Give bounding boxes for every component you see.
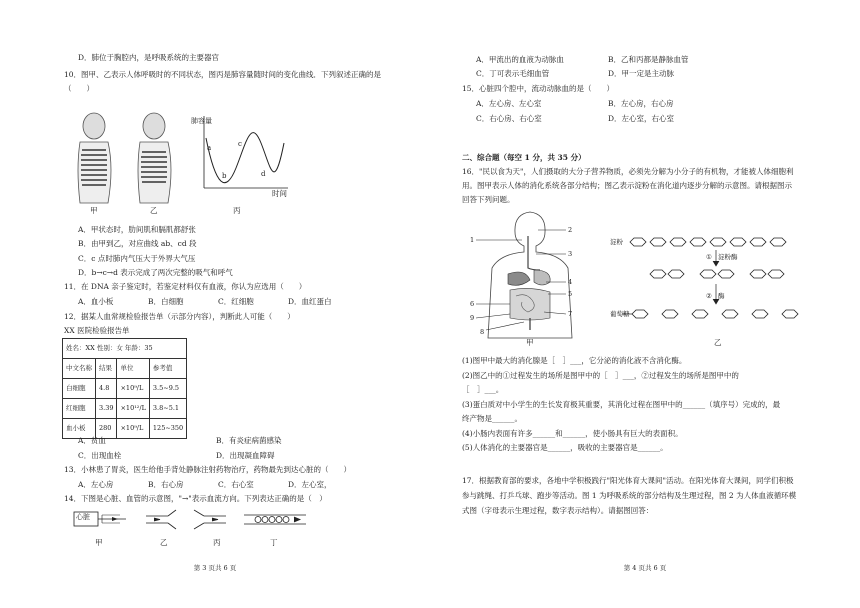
q12-option-d: D．出现凝血障碍 — [216, 451, 275, 460]
label-jia: 甲 — [90, 206, 98, 215]
starch-label: 淀粉 — [610, 238, 623, 246]
table-cell: 3.5~9.5 — [149, 379, 186, 399]
q12-stem: 12．据某人血常规检验报告单（示部分内容），判断此人可能（ ） — [64, 312, 295, 321]
q13-option-a: A．左心房 — [78, 480, 114, 489]
q11-option-c: C．红细胞 — [218, 297, 254, 306]
q17-line-3: 式图（字母表示生理过程，数字表示结构）。请据图回答： — [462, 506, 654, 515]
circle-1: ① — [706, 253, 712, 261]
num-5: 5 — [568, 290, 573, 298]
q10-option-d: D．b→c→d 表示完成了两次完整的吸气和呼气 — [78, 268, 233, 277]
num-9: 9 — [470, 314, 475, 322]
q14-option-a: A．甲流出的血液为动脉血 — [476, 55, 564, 64]
liver-shape — [508, 272, 530, 285]
intestine-shape — [510, 288, 550, 320]
q13-stem: 13．小林患了胃炎，医生给他手背处静脉注射药物治疗，药物最先到达心脏的（ ） — [64, 465, 352, 474]
starch-digestion-figure — [610, 228, 820, 324]
table-row — [63, 399, 187, 419]
table-row — [63, 379, 187, 399]
q16-line-2: 用。图甲表示人体的消化系统各部分结构；图乙表示淀粉在消化道内逐步分解的示意图。请根据图示 — [462, 181, 792, 190]
q15-option-c: C．右心房、右心室 — [476, 114, 542, 123]
q14-option-c: C．丁可表示毛细血管 — [476, 69, 550, 78]
q10-option-a: A．甲状态时，肋间肌和膈肌都舒张 — [78, 225, 196, 234]
label-jia: 甲 — [526, 338, 534, 347]
q14-vessels-figure — [70, 506, 320, 534]
table-cell: 280 — [96, 419, 117, 439]
q15-option-a: A．左心房、左心室 — [476, 99, 542, 108]
q14-option-b: B．乙和丙都是静脉血管 — [608, 55, 689, 64]
column-header: 中文名称 — [63, 359, 96, 379]
table-cell: 125~350 — [149, 419, 186, 439]
q11-option-d: D．血红蛋白 — [288, 297, 332, 306]
vessel-yi — [146, 510, 176, 529]
glucose-label: 葡萄糖 — [610, 310, 630, 318]
q10-paren: （ ） — [64, 84, 94, 93]
num-2: 2 — [568, 226, 573, 234]
page-4 — [430, 0, 860, 608]
q16-line-1: 16．"民以食为天"，人们摄取的大分子营养物质，必须先分解为小分子的有机物，才能被人体细胞利 — [462, 167, 794, 176]
table-header-row — [63, 359, 187, 379]
lung-volume-chart — [204, 116, 288, 188]
q15-option-d: D．左心室，右心室 — [608, 114, 675, 123]
q16-sub-2: (2)图乙中的①过程发生的场所是图甲中的［ ］___，②过程发生的场所是图甲中的 — [462, 371, 739, 380]
q10-figure — [66, 98, 306, 218]
q12-option-b: B．有炎症病菌感染 — [216, 436, 282, 445]
q16-sub-3-cont: 终产物是______。 — [462, 414, 522, 423]
q15-stem: 15．心脏四个腔中，流动动脉血的是（ ） — [462, 84, 615, 93]
num-7: 7 — [568, 310, 573, 318]
q16-sub-4: (4)小肠内表面有许多______和______，使小肠具有巨大的表面积。 — [462, 429, 683, 438]
q12-option-c: C．出现血栓 — [78, 451, 122, 460]
section-2-title: 二、综合题（每空 1 分，共 35 分） — [462, 153, 586, 162]
q16-sub-1: (1)图甲中最大的消化腺是［ ］___，它分泌的消化液不含消化酶。 — [462, 356, 687, 365]
q16-line-3: 回答下列问题。 — [462, 195, 515, 204]
enzyme-label: 酶 — [718, 292, 725, 300]
q10-option-b: B．由甲到乙，对应曲线 ab、cd 段 — [78, 239, 197, 248]
patient-info: 姓名：XX 性别：女 年龄：35 — [63, 339, 187, 359]
label-jia: 甲 — [95, 538, 103, 547]
vessel-ding — [244, 515, 306, 524]
q13-option-b: B．右心房 — [148, 480, 184, 489]
q12-report-title: XX 医院检验报告单 — [64, 326, 130, 335]
num-1: 1 — [470, 236, 475, 244]
q15-option-b: B．左心房，右心房 — [608, 99, 674, 108]
chart-y-axis-label: 肺容量 — [191, 117, 212, 125]
num-8: 8 — [480, 328, 485, 336]
amylase-label: 淀粉酶 — [718, 253, 738, 261]
q11-option-a: A．血小板 — [78, 297, 114, 306]
heart-label: 心脏 — [76, 513, 90, 521]
q16-sub-2-cont: ［ ］___。 — [462, 385, 504, 394]
chart-point-d: d — [261, 170, 266, 178]
page-footer: 第 4 页共 6 页 — [623, 563, 667, 572]
chart-point-b: b — [222, 172, 227, 180]
label-bing: 丙 — [233, 206, 241, 215]
q9-option-d: D．肺位于胸腔内，是呼吸系统的主要器官 — [78, 53, 220, 62]
column-header: 单位 — [117, 359, 149, 379]
table-row — [63, 339, 187, 359]
table-cell: 血小板 — [63, 419, 96, 439]
label-yi: 乙 — [160, 538, 168, 547]
q10-option-c: C．c 点时肺内气压大于外界大气压 — [78, 254, 196, 263]
vessel-bing — [194, 510, 226, 529]
circle-2: ② — [706, 292, 712, 300]
num-3: 3 — [568, 250, 573, 258]
page-footer: 第 3 页共 6 页 — [193, 563, 237, 572]
label-ding: 丁 — [270, 538, 278, 547]
q14-stem: 14．下图是心脏、血管的示意图，"→"表示血流方向。下列表达正确的是（ ） — [64, 494, 327, 503]
label-bing: 丙 — [213, 538, 221, 547]
table-cell: ×10⁹/L — [117, 379, 149, 399]
table-cell: 3.39 — [96, 399, 117, 419]
q13-option-d: D．左心室， — [288, 480, 332, 489]
q16-sub-5: (5)人体消化的主要器官是______，吸收的主要器官是______。 — [462, 443, 668, 452]
table-cell: 红细胞 — [63, 399, 96, 419]
person-yi-illustration — [138, 113, 171, 203]
num-4: 4 — [568, 278, 573, 286]
table-cell: ×10¹²/L — [117, 399, 149, 419]
blood-report-table — [62, 338, 187, 439]
label-yi: 乙 — [714, 338, 722, 347]
q10-stem: 10．图甲、乙表示人体呼吸时的不同状态，图丙是肺容量随时间的变化曲线．下列叙述正确的是 — [64, 70, 382, 79]
num-6: 6 — [470, 300, 475, 308]
q11-option-b: B．白细胞 — [148, 297, 184, 306]
q12-option-a: A．贫血 — [78, 436, 106, 445]
label-yi: 乙 — [150, 206, 158, 215]
digestive-system-figure — [470, 208, 600, 348]
chart-point-a: a — [207, 144, 212, 152]
q13-option-c: C．右心室 — [218, 480, 254, 489]
q17-line-2: 参与跳绳、打乒乓球、跑步等活动。图 1 为呼吸系统的部分结构及生理过程，图 2 为人体血液循环模 — [462, 491, 797, 500]
q11-stem: 11．在 DNA 亲子鉴定时，若鉴定材料仅有血液，你认为应选用（ ） — [64, 282, 307, 291]
q17-line-1: 17．根据教育部的要求，各地中学积极践行"阳光体育大课间"活动。在阳光体育大课间，同学们积极 — [462, 476, 794, 485]
table-cell: 白细胞 — [63, 379, 96, 399]
table-cell: 4.8 — [96, 379, 117, 399]
q14-option-d: D．甲一定是主动脉 — [608, 69, 675, 78]
column-header: 结果 — [96, 359, 117, 379]
table-cell: 3.8~5.1 — [149, 399, 186, 419]
person-jia-illustration — [78, 113, 111, 203]
q16-sub-3: (3)蛋白质对中小学生的生长发育极其重要，其消化过程在图甲中的______（填序号）完成的，最 — [462, 400, 781, 409]
column-header: 参考值 — [149, 359, 186, 379]
table-cell: ×10⁹/L — [117, 419, 149, 439]
chart-point-c: c — [238, 140, 242, 148]
chart-x-axis-label: 时间 — [272, 189, 287, 198]
stomach-shape — [534, 270, 550, 285]
